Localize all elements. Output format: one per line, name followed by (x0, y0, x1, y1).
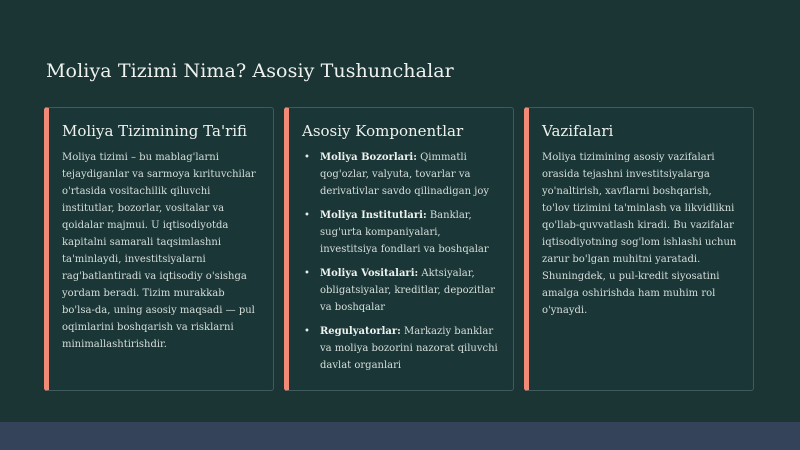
card-heading: Asosiy Komponentlar (302, 122, 464, 140)
slide-title: Moliya Tizimi Nima? Asosiy Tushunchalar (46, 60, 454, 82)
item-term: Moliya Vositalari: (320, 268, 419, 279)
bottom-bar (0, 422, 800, 450)
card-heading: Moliya Tizimining Ta'rifi (62, 122, 248, 140)
list-item (302, 265, 499, 316)
card-functions (524, 107, 754, 391)
item-text: Banklar, sug'urta kompaniyalari, investitsiya fondlari va boshqalar (320, 210, 489, 255)
card-heading: Vazifalari (542, 122, 614, 140)
list-item (302, 207, 499, 258)
item-term: Regulyatorlar: (320, 326, 401, 337)
card-definition (44, 107, 274, 391)
bullet-icon: • (304, 152, 310, 163)
bullet-icon: • (304, 210, 310, 221)
item-term: Moliya Bozorlari: (320, 152, 417, 163)
item-text: Aktsiyalar, obligatsiyalar, kreditlar, depozitlar va boshqalar (320, 268, 496, 313)
item-text: Qimmatli qog'ozlar, valyuta, tovarlar va derivativlar savdo qilinadigan joy (320, 152, 489, 197)
component-list (302, 149, 499, 374)
list-item (302, 149, 499, 200)
card-components (284, 107, 514, 391)
list-item (302, 323, 499, 374)
card-body: Moliya tizimi – bu mablag'larni tejaydiganlar va sarmoya kırituvchilar o'rtasida vositachilik qiluvchi institutlar, bozorlar, vositalar va qoidalar majmui. U iqtisodiyotda kapitalni samarali taqsimlashni ta'minlaydi, investitsiyalarni rag'batlantiradi va iqtisodiy o'sishga yordam beradi. Tizim murakkab bo'lsa-da, uning asosiy maqsadi — pul oqimlarini boshqarish va risklarni minimallashtirishdir. (62, 152, 256, 350)
bullet-icon: • (304, 326, 310, 337)
item-text: Markaziy banklar va moliya bozorini nazorat qiluvchi davlat organlari (320, 326, 498, 371)
bullet-icon: • (304, 268, 310, 279)
card-body: Moliya tizimining asosiy vazifalari orasida tejashni investitsiyalarga yo'naltirish, xavflarni boshqarish, to'lov tizimini ta'minlash va likvidlikni qo'llab-quvvatlash kiradi. Bu vazifalar iqtisodiyotning sog'lom ishlashi uchun zarur bo'lgan muhitni yaratadi. Shuningdek, u pul-kredit siyosatini amalga oshirishda ham muhim rol o'ynaydi. (542, 152, 737, 316)
item-term: Moliya Institutlari: (320, 210, 427, 221)
